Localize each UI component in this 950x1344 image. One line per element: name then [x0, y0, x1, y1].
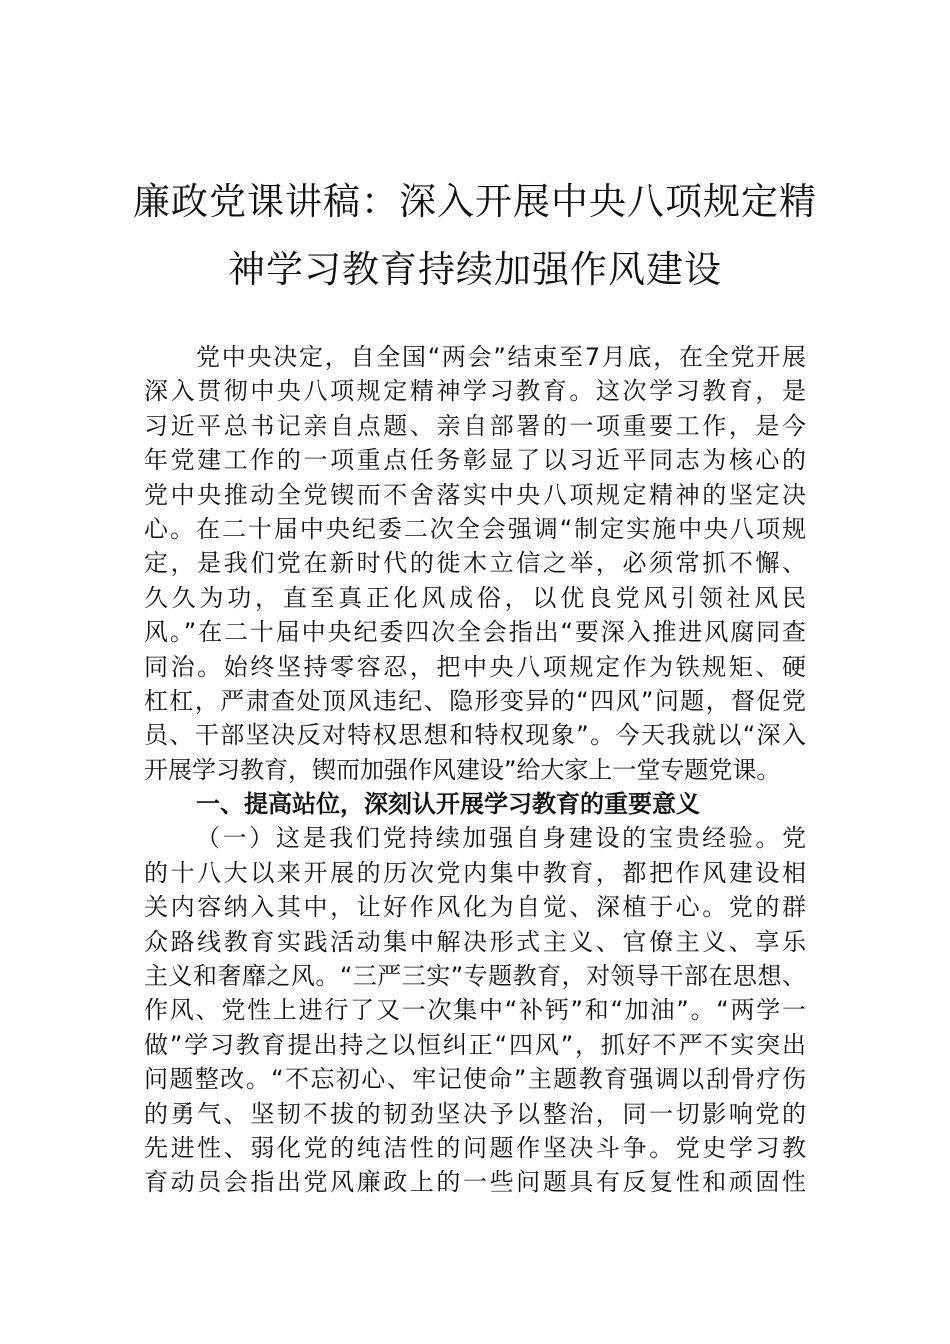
- paragraph-line: 主义和奢靡之风。“三严三实”专题教育，对领导干部在思想、: [144, 962, 806, 991]
- paragraph-line: 员、干部坚决反对特权思想和特权现象”。今天我就以“深入: [144, 721, 806, 750]
- paragraph-line: 心。在二十届中央纪委二次全会强调“制定实施中央八项规: [144, 514, 806, 543]
- paragraph-line: 关内容纳入其中，让好作风化为自觉、深植于心。党的群: [144, 893, 806, 922]
- paragraph-line: 开展学习教育，锲而加强作风建设”给大家上一堂专题党课。: [144, 755, 781, 784]
- paragraph-line: 育动员会指出党风廉政上的一些问题具有反复性和顽固性: [144, 1168, 806, 1197]
- paragraph-line: 习近平总书记亲自点题、亲自部署的一项重要工作，是今: [144, 411, 806, 440]
- document-title-line-2: 神学习教育持续加强作风建设: [228, 248, 722, 291]
- paragraph-line: 的勇气、坚韧不拔的韧劲坚决予以整治，同一切影响党的: [144, 1099, 806, 1128]
- paragraph-line: 定，是我们党在新时代的徙木立信之举，必须常抓不懈、: [144, 549, 806, 578]
- section-heading-1: 一、提高站位，深刻认开展学习教育的重要意义: [196, 790, 700, 819]
- paragraph-line: 党中央推动全党锲而不舍落实中央八项规定精神的坚定决: [144, 480, 806, 509]
- paragraph-line: （一）这是我们党持续加强自身建设的宝贵经验。党: [196, 824, 806, 853]
- paragraph-line: 风。”在二十届中央纪委四次全会指出“要深入推进风腐同查: [144, 618, 806, 647]
- paragraph-line: 问题整改。“不忘初心、牢记使命”主题教育强调以刮骨疗伤: [144, 1065, 806, 1094]
- paragraph-line: 杠杠，严肃查处顶风违纪、隐形变异的“四风”问题，督促党: [144, 686, 806, 715]
- paragraph-line: 党中央决定，自全国“两会”结束至7月底，在全党开展: [196, 343, 806, 371]
- document-body: [144, 340, 806, 1200]
- paragraph-intro: [144, 340, 806, 787]
- paragraph-section-1-1: [144, 821, 806, 1199]
- paragraph-line: 同治。始终坚持零容忍，把中央八项规定作为铁规矩、硬: [144, 652, 806, 681]
- document-title-line-1: 廉政党课讲稿：深入开展中央八项规定精: [133, 180, 817, 223]
- paragraph-line: 年党建工作的一项重点任务彰显了以习近平同志为核心的: [144, 446, 806, 475]
- paragraph-line: 的十八大以来开展的历次党内集中教育，都把作风建设相: [144, 858, 806, 887]
- paragraph-line: 深入贯彻中央八项规定精神学习教育。这次学习教育，是: [144, 377, 806, 406]
- paragraph-line: 众路线教育实践活动集中解决形式主义、官僚主义、享乐: [144, 927, 806, 956]
- paragraph-line: 作风、党性上进行了又一次集中“补钙”和“加油”。“两学一: [144, 996, 806, 1025]
- paragraph-line: 做”学习教育提出持之以恒纠正“四风”，抓好不严不实突出: [144, 1030, 806, 1059]
- paragraph-line: 久久为功，直至真正化风成俗，以优良党风引领社风民: [144, 583, 806, 612]
- paragraph-line: 先进性、弱化党的纯洁性的问题作坚决斗争。党史学习教: [144, 1133, 806, 1162]
